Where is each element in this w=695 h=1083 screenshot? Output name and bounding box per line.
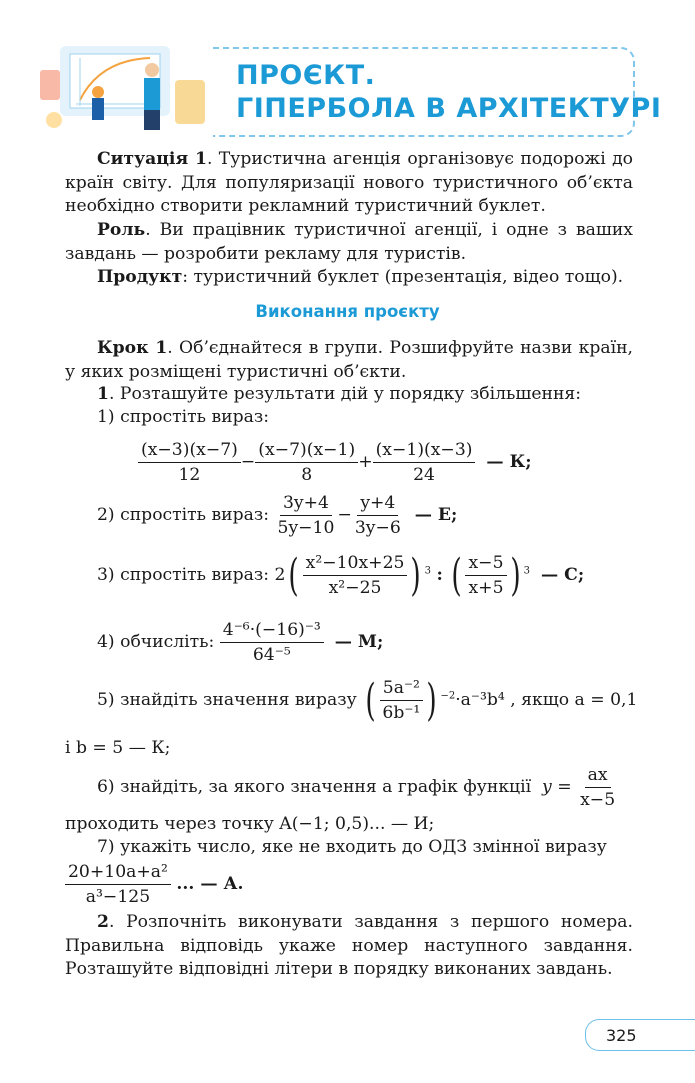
item4 [97, 620, 383, 665]
item2: 2) спростіть вираз: $\frac{3y+4}{5y-10}$ − $\frac{y+4}{3y-6}$ — Е; [97, 493, 458, 538]
denominator: 8 [301, 465, 313, 485]
fraction [373, 440, 476, 485]
denominator: 5y−10 [277, 518, 335, 538]
item2-answer: — Е; [414, 505, 458, 525]
denominator: 24 [413, 465, 435, 485]
numerator: (x−7)(x−1) [255, 440, 358, 463]
task1-number: 1 [97, 384, 109, 404]
left-paren: ( [451, 549, 463, 601]
numerator: (x−1)(x−3) [373, 440, 476, 463]
role-label: Роль [97, 220, 146, 240]
numerator: 4⁻⁶·(−16)⁻³ [220, 620, 324, 643]
item6-line2: проходить через точку A(−1; 0,5)... — И; [65, 814, 435, 834]
denominator: 64⁻⁵ [252, 645, 291, 665]
right-paren: ) [410, 549, 422, 601]
step1-text: . Об’єднайтеся в групи. Розшифруйте назви країн, у яких розміщені туристичні об’єкти. [65, 338, 633, 382]
item3-coefficient: 2 [274, 565, 286, 585]
exponent: 3 [424, 565, 431, 577]
fraction [352, 493, 404, 538]
item3: 3) спростіть вираз: 2( $\frac{\text{x²−10x+25}}{\text{x²−25}}$ ) $^3$ : ( $\frac{x-5}{x+5}$ ) $^3$ — С; [97, 549, 585, 601]
item7-label: 7) укажіть число, яке не входить до ОДЗ змінної виразу [97, 837, 607, 857]
right-paren: ) [509, 549, 521, 601]
left-paren: ( [288, 549, 300, 601]
denominator: x−5 [580, 790, 616, 810]
item4-answer: — М; [334, 632, 384, 652]
item3-label: 3) спростіть вираз: [97, 565, 270, 585]
fraction [577, 765, 618, 810]
product-paragraph [65, 266, 633, 290]
fraction [65, 862, 171, 907]
numerator: 3y+4 [280, 493, 332, 516]
item6-label: 6) знайдіть, за якого значення a графік функції [97, 777, 532, 797]
section-title: Виконання проєкту [255, 302, 440, 321]
item5 [97, 674, 638, 726]
item5-line2: і b = 5 — К; [65, 738, 171, 758]
numerator: 20+10a+a² [65, 862, 171, 885]
denominator: 12 [178, 465, 201, 485]
task2-paragraph [65, 911, 633, 982]
denominator: 3y−6 [354, 518, 401, 538]
numerator: y+4 [357, 493, 398, 516]
fraction [465, 553, 506, 598]
product-label: Продукт [97, 267, 183, 287]
task1-heading [97, 384, 581, 404]
item5-label: 5) знайдіть значення виразу [97, 690, 357, 710]
exponent: 3 [523, 565, 531, 577]
item5-tail: ·a⁻³b⁴ , якщо a = 0,1 [455, 690, 638, 710]
item6 [97, 765, 618, 810]
situation-text: . Туристична агенція організовує подорожі до країн світу. Для популяризації нового туристичного об’єкта необхідно створити рекламний туристичний буклет. [65, 149, 633, 217]
numerator: x²−10x+25 [303, 553, 408, 576]
project-title-line2: ГІПЕРБОЛА В АРХІТЕКТУРІ [236, 93, 662, 124]
item1-formula: $\frac{(x-3)(x-7)}{12}$ − $\frac{(x-7)(x-1)}{8}$ + $\frac{(x-1)(x-3)}{24}$ — К; [138, 440, 532, 485]
page-number: 325 [585, 1019, 695, 1051]
item3-answer: — С; [540, 565, 585, 585]
step1-label: Крок 1 [97, 338, 168, 358]
item6-lhs: y = [542, 777, 572, 797]
task2-text: . Розпочніть виконувати завдання з першого номера. Правильна відповідь укаже номер наступного завдання. Розташуйте відповідні літери в порядку виконаних завдань. [65, 912, 633, 980]
step1-paragraph [65, 337, 633, 384]
situation-label: Ситуація 1 [97, 149, 207, 169]
left-paren: ( [365, 674, 376, 726]
numerator: x−5 [465, 553, 506, 576]
numerator: ax [585, 765, 611, 788]
item7-formula [65, 862, 244, 907]
item4-label: 4) обчисліть: [97, 632, 215, 652]
numerator: 5a⁻² [380, 678, 423, 701]
project-title-line1: ПРОЄКТ. [236, 60, 376, 91]
product-text: : туристичний буклет (презентація, відео тощо). [182, 267, 624, 287]
denominator: x²−25 [328, 578, 382, 598]
role-text: . Ви працівник туристичної агенції, і одне з ваших завдань — розробити рекламу для туристів. [65, 220, 633, 264]
task2-number: 2 [97, 912, 109, 932]
fraction [138, 440, 241, 485]
teacher-illustration [40, 40, 212, 136]
fraction [255, 440, 358, 485]
item1-label: 1) спростіть вираз: [97, 407, 270, 427]
fraction [275, 493, 338, 538]
right-paren: ) [426, 674, 438, 726]
fraction [220, 620, 324, 665]
denominator: a³−125 [85, 887, 151, 907]
denominator: x+5 [468, 578, 504, 598]
exponent: −2 [440, 690, 456, 702]
item2-label: 2) спростіть вираз: [97, 505, 270, 525]
item1-answer: — К; [486, 452, 532, 472]
fraction [303, 553, 408, 598]
role-paragraph [65, 219, 633, 266]
fraction [379, 678, 423, 723]
situation-paragraph [65, 148, 633, 219]
task1-text: . Розташуйте результати дій у порядку збільшення: [108, 384, 582, 404]
denominator: 6b⁻¹ [382, 703, 421, 723]
item7-answer: ... — А. [176, 874, 244, 894]
numerator: (x−3)(x−7) [138, 440, 241, 463]
